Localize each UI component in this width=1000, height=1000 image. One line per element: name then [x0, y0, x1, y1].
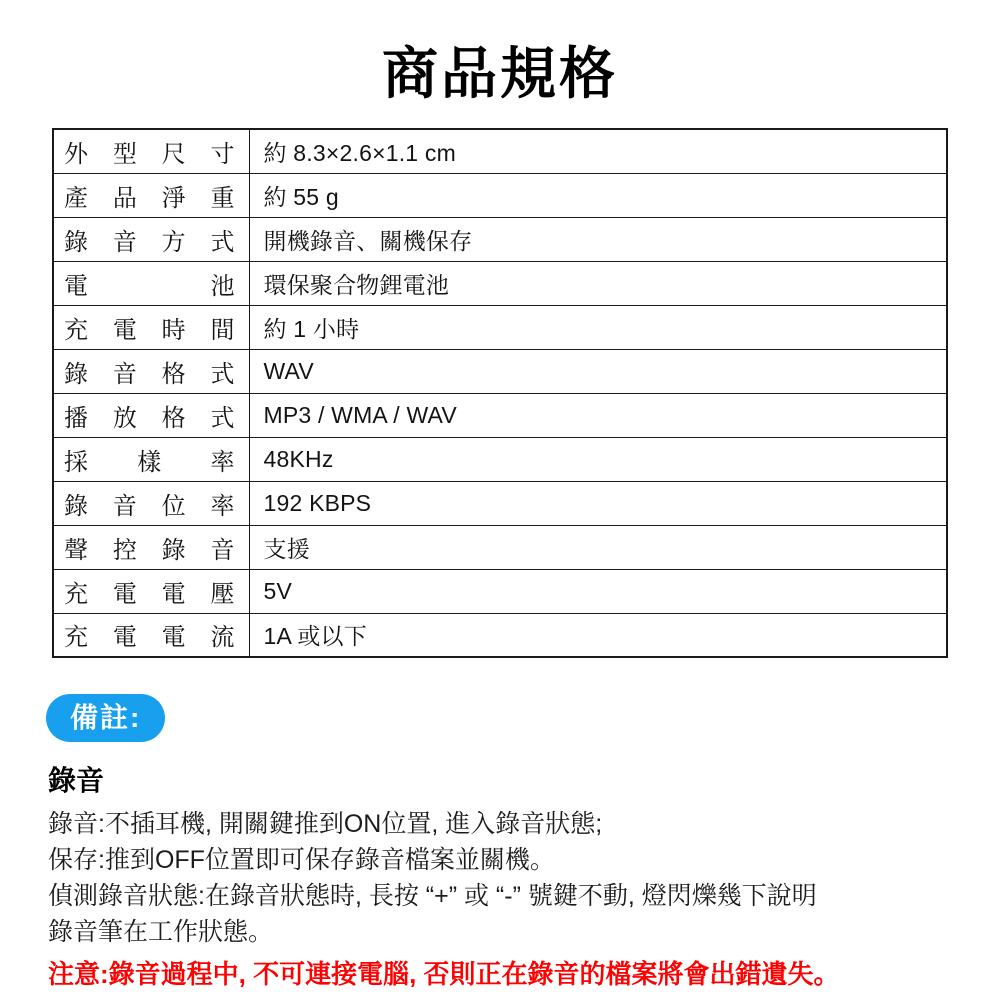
- spec-value: 約 8.3×2.6×1.1 cm: [249, 129, 947, 173]
- warning-text: 注意:錄音過程中, 不可連接電腦, 否則正在錄音的檔案將會出錯遺失。: [48, 959, 840, 989]
- table-row: [53, 217, 947, 261]
- note-line: 錄音筆在工作狀態。: [48, 918, 274, 946]
- spec-label: 充電時間: [53, 305, 249, 349]
- note-line: 錄音:不插耳機, 開關鍵推到ON位置, 進入錄音狀態;: [48, 810, 603, 838]
- spec-label: 聲控錄音: [53, 525, 249, 569]
- spec-value: 48KHz: [249, 437, 947, 481]
- spec-value: 支援: [249, 525, 947, 569]
- spec-value: WAV: [249, 349, 947, 393]
- table-row: [53, 525, 947, 569]
- spec-value: MP3 / WMA / WAV: [249, 393, 947, 437]
- table-row: [53, 437, 947, 481]
- spec-label: 產品淨重: [53, 173, 249, 217]
- spec-label: 充電電壓: [53, 569, 249, 613]
- table-row: [53, 481, 947, 525]
- table-row: [53, 129, 947, 173]
- notes-badge: 備註:: [46, 694, 165, 742]
- spec-value: 環保聚合物鋰電池: [249, 261, 947, 305]
- spec-label: 充電電流: [53, 613, 249, 657]
- notes-block: [48, 806, 963, 950]
- spec-value: 5V: [249, 569, 947, 613]
- spec-label: 採樣率: [53, 437, 249, 481]
- recording-section-heading: 錄音: [48, 765, 105, 796]
- table-row: [53, 173, 947, 217]
- spec-value: 192 KBPS: [249, 481, 947, 525]
- note-line: 偵測錄音狀態:在錄音狀態時, 長按 “+” 或 “-” 號鍵不動, 燈閃爍幾下說明: [48, 882, 817, 910]
- spec-value: 約 1 小時: [249, 305, 947, 349]
- spec-label: 電池: [53, 261, 249, 305]
- note-line: 保存:推到OFF位置即可保存錄音檔案並關機。: [48, 846, 555, 874]
- spec-value: 開機錄音、關機保存: [249, 217, 947, 261]
- spec-value: 約 55 g: [249, 173, 947, 217]
- table-row: [53, 261, 947, 305]
- spec-label: 錄音方式: [53, 217, 249, 261]
- spec-table: [52, 128, 948, 658]
- table-row: [53, 349, 947, 393]
- table-row: [53, 569, 947, 613]
- spec-label: 錄音格式: [53, 349, 249, 393]
- table-row: [53, 613, 947, 657]
- table-row: [53, 305, 947, 349]
- spec-label: 播放格式: [53, 393, 249, 437]
- spec-label: 錄音位率: [53, 481, 249, 525]
- spec-value: 1A 或以下: [249, 613, 947, 657]
- table-row: [53, 393, 947, 437]
- page-title: 商品規格: [382, 42, 618, 105]
- spec-label: 外型尺寸: [53, 129, 249, 173]
